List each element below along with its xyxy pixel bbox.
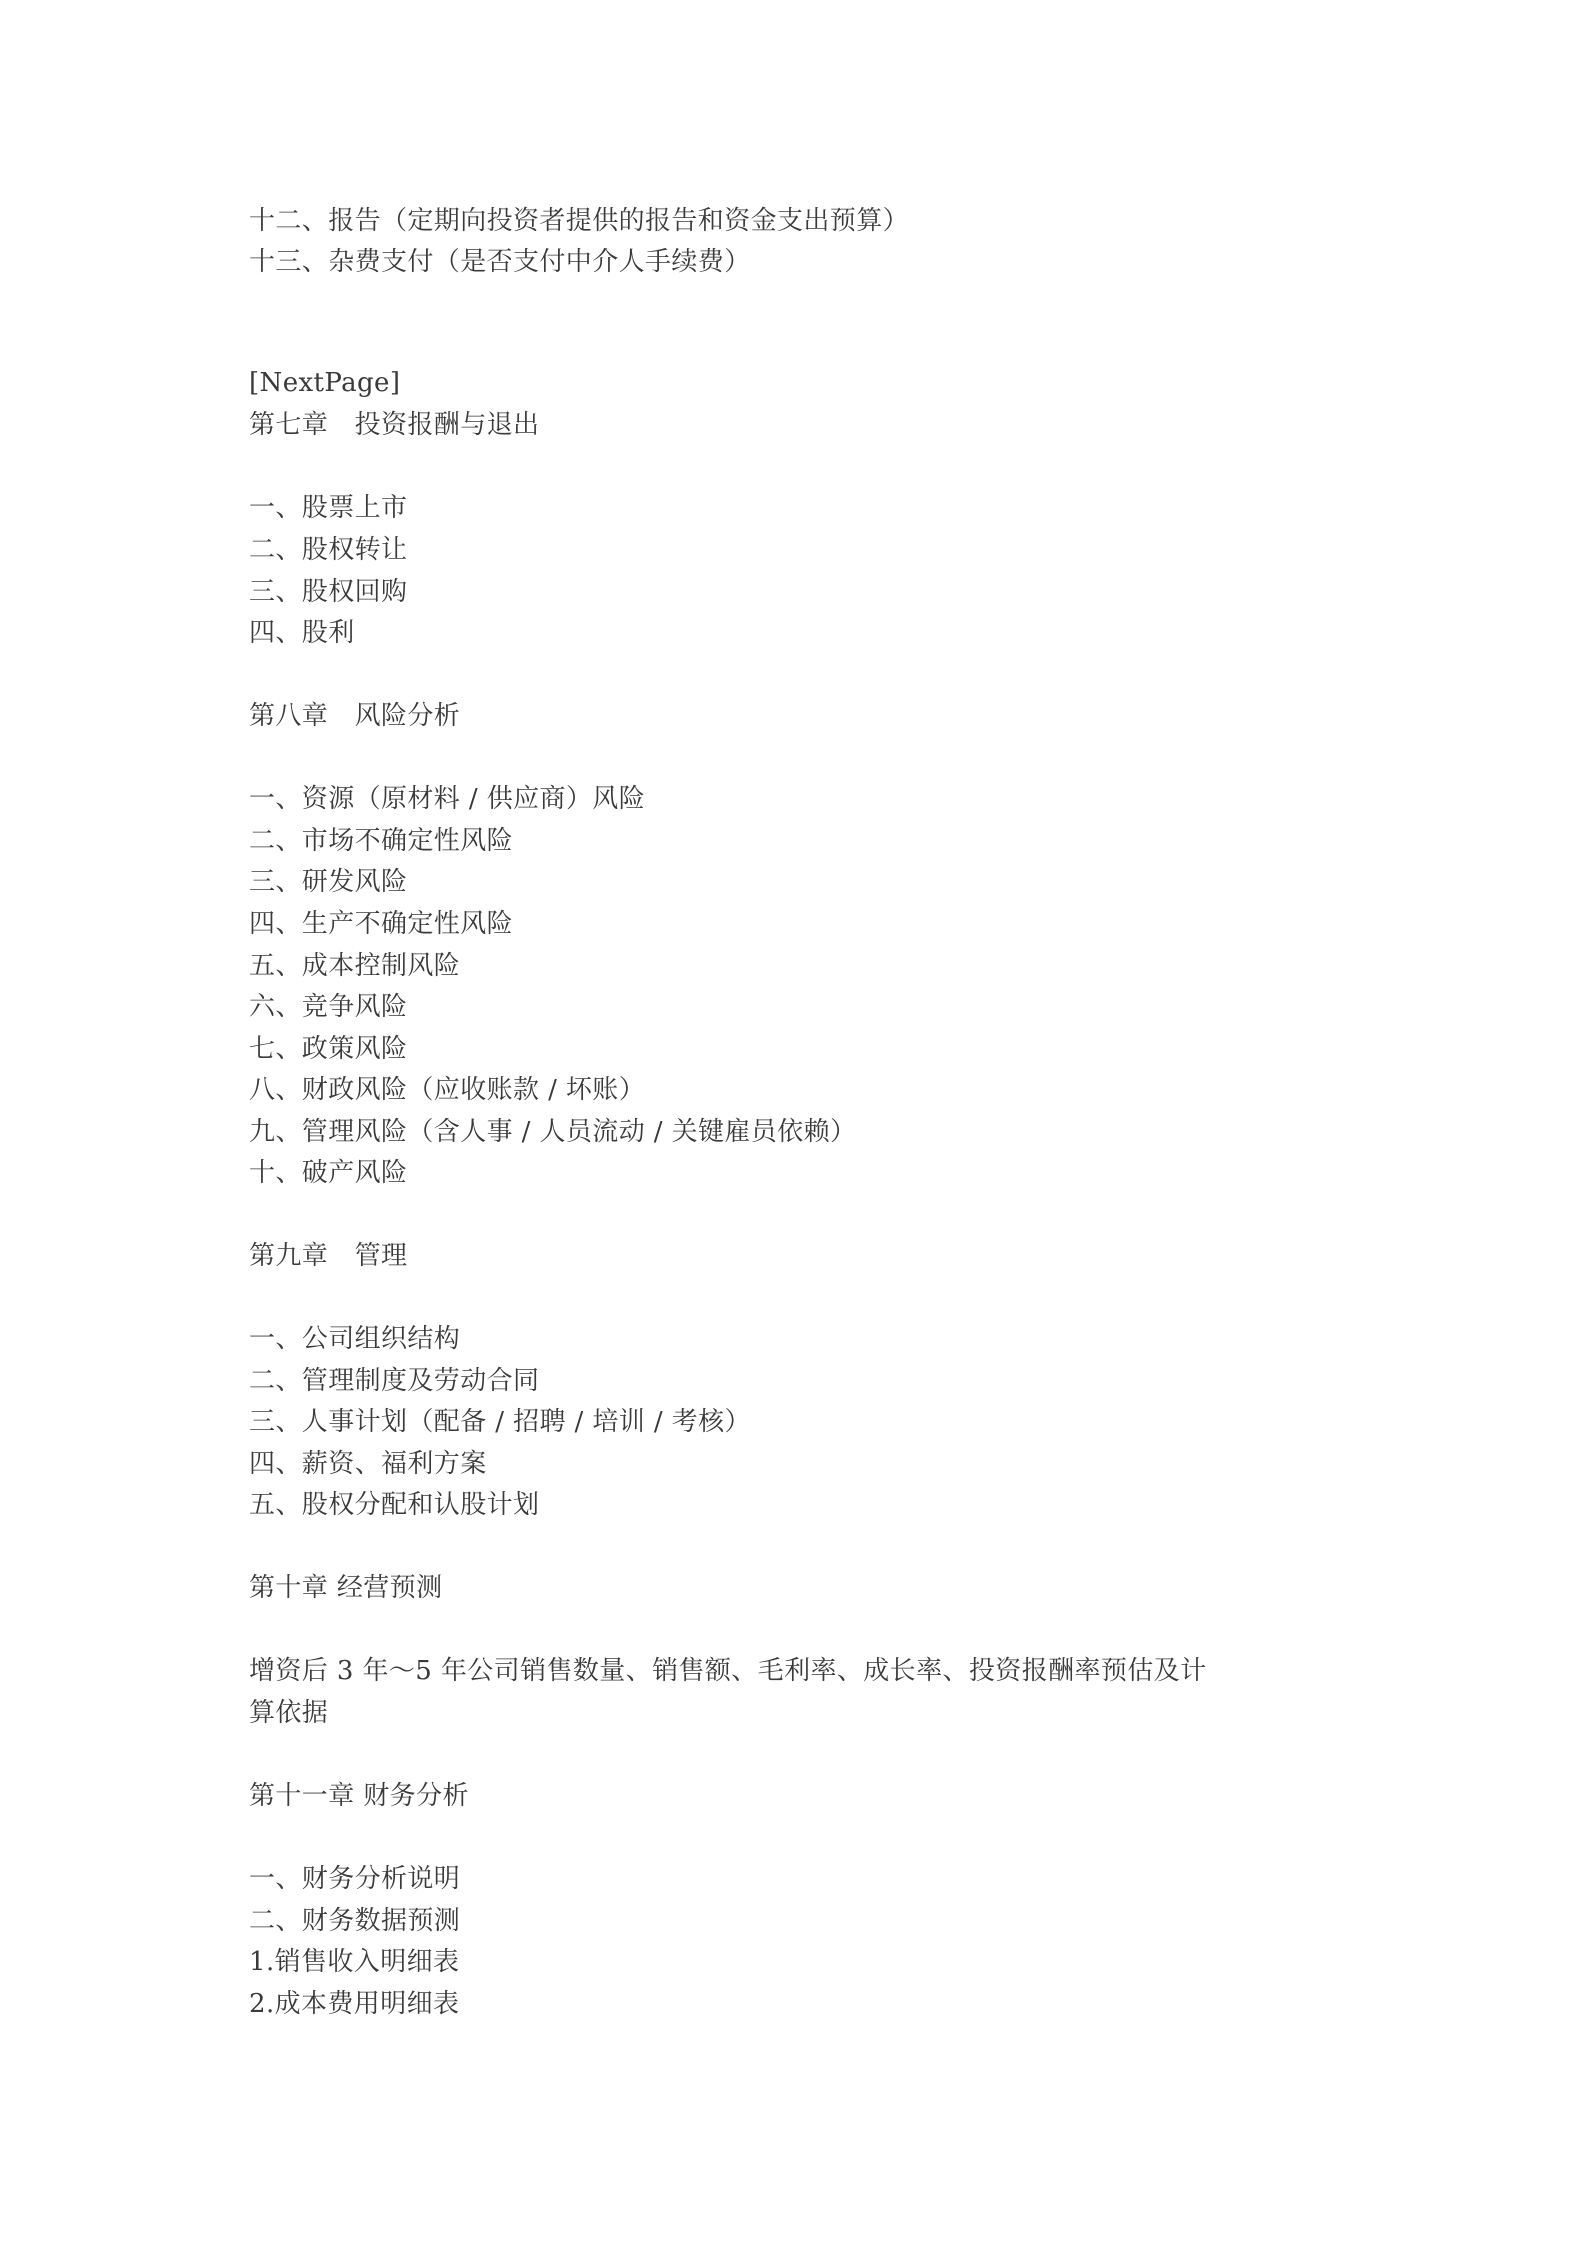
list-item: 二、财务数据预测 — [249, 1906, 461, 1936]
list-item: 五、成本控制风险 — [249, 951, 461, 981]
list-item: 三、研发风险 — [249, 867, 408, 897]
paragraph-line: 增资后 3 年～5 年公司销售数量、销售额、毛利率、成长率、投资报酬率预估及计 — [249, 1656, 1207, 1686]
list-item: 四、股利 — [249, 618, 355, 648]
list-item: 四、生产不确定性风险 — [249, 909, 514, 939]
chapter-11-heading: 第十一章 财务分析 — [249, 1781, 469, 1811]
list-item: 六、竞争风险 — [249, 992, 408, 1022]
chapter-10-heading: 第十章 经营预测 — [249, 1573, 443, 1603]
list-item: 一、公司组织结构 — [249, 1324, 461, 1354]
list-item: 二、市场不确定性风险 — [249, 826, 514, 856]
page-break-marker: [NextPage] — [249, 368, 401, 398]
chapter-8-heading: 第八章 风险分析 — [249, 701, 461, 731]
list-item: 十、破产风险 — [249, 1158, 408, 1188]
list-item: 四、薪资、福利方案 — [249, 1449, 487, 1479]
list-item: 二、股权转让 — [249, 535, 408, 565]
list-item: 一、财务分析说明 — [249, 1864, 461, 1894]
list-item: 三、股权回购 — [249, 577, 408, 607]
list-item: 五、股权分配和认股计划 — [249, 1490, 540, 1520]
list-item-misc-fees: 十三、杂费支付（是否支付中介人手续费） — [249, 247, 751, 277]
list-item: 一、股票上市 — [249, 493, 408, 523]
list-item: 一、资源（原材料 / 供应商）风险 — [249, 784, 646, 814]
list-item: 八、财政风险（应收账款 / 坏账） — [249, 1075, 646, 1105]
list-item: 二、管理制度及劳动合同 — [249, 1366, 540, 1396]
list-item: 三、人事计划（配备 / 招聘 / 培训 / 考核） — [249, 1407, 751, 1437]
paragraph-line: 算依据 — [249, 1698, 329, 1728]
list-item: 九、管理风险（含人事 / 人员流动 / 关键雇员依赖） — [249, 1117, 857, 1147]
list-item-report: 十二、报告（定期向投资者提供的报告和资金支出预算） — [249, 206, 910, 236]
list-item: 1.销售收入明细表 — [249, 1947, 460, 1977]
list-item: 2.成本费用明细表 — [249, 1989, 460, 2019]
chapter-9-heading: 第九章 管理 — [249, 1241, 408, 1271]
chapter-7-heading: 第七章 投资报酬与退出 — [249, 410, 540, 440]
list-item: 七、政策风险 — [249, 1034, 408, 1064]
